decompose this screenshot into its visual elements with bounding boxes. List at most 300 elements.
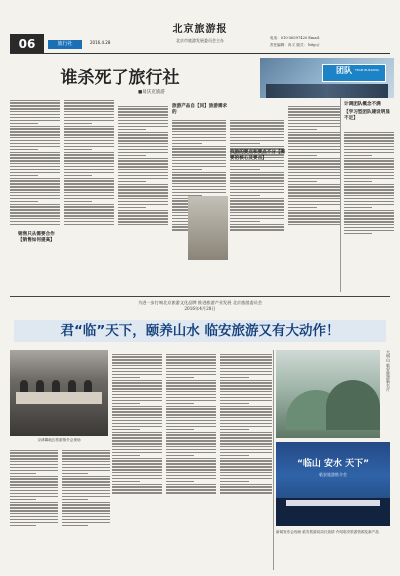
text-line xyxy=(118,204,168,205)
text-line xyxy=(230,195,260,196)
text-line xyxy=(220,492,272,493)
subheading-4: 销售只从需要合作【销售如何提高】 xyxy=(18,232,55,243)
text-line xyxy=(344,227,394,228)
text-line xyxy=(344,140,394,141)
text-line xyxy=(344,233,372,234)
text-line xyxy=(10,502,58,503)
text-line xyxy=(344,189,394,190)
text-line xyxy=(112,380,162,381)
sponsor-line: 北京市旅游发展委员会主办 xyxy=(176,38,224,43)
text-line xyxy=(220,391,272,392)
text-line xyxy=(288,221,340,222)
text-line xyxy=(344,230,394,231)
text-line xyxy=(172,180,226,181)
text-line xyxy=(344,132,394,133)
text-line xyxy=(112,374,162,375)
text-line xyxy=(220,452,272,453)
text-line xyxy=(112,365,162,366)
text-line xyxy=(10,516,58,517)
text-line xyxy=(112,388,162,389)
text-line xyxy=(172,186,226,187)
text-line xyxy=(10,137,60,138)
text-line xyxy=(112,408,162,409)
text-line xyxy=(344,210,394,211)
text-line xyxy=(172,157,226,158)
text-line xyxy=(230,203,284,204)
text-line xyxy=(62,510,110,511)
text-line xyxy=(62,461,110,462)
text-line xyxy=(288,158,340,159)
text-line xyxy=(166,377,194,378)
banner-date-line: 2016年4月28日 xyxy=(184,306,216,311)
text-line xyxy=(10,166,60,167)
text-line xyxy=(166,417,216,418)
text-line xyxy=(10,499,36,500)
text-line xyxy=(166,463,216,464)
text-line xyxy=(288,169,340,170)
text-line xyxy=(166,391,216,392)
text-line xyxy=(220,440,272,441)
text-line xyxy=(288,106,340,107)
text-line xyxy=(230,128,284,129)
article1-col-7 xyxy=(344,130,394,292)
text-line xyxy=(220,466,272,467)
text-line xyxy=(64,126,114,127)
text-line xyxy=(344,172,394,173)
text-line xyxy=(10,105,60,106)
text-line xyxy=(230,146,284,147)
text-line xyxy=(10,131,60,132)
text-line xyxy=(172,131,226,132)
text-line xyxy=(112,466,162,467)
text-line xyxy=(344,204,394,205)
text-line xyxy=(344,158,394,159)
conference-photo-caption: 京津冀地区旅游推介会现场 xyxy=(37,438,81,442)
text-line xyxy=(166,472,216,473)
text-line xyxy=(288,181,317,182)
text-line xyxy=(62,478,110,479)
text-line xyxy=(112,440,162,441)
text-line xyxy=(220,388,272,389)
text-line xyxy=(220,455,249,456)
text-line xyxy=(230,137,284,138)
text-line xyxy=(10,513,58,514)
subheading-3: 计调团队概念不满 xyxy=(344,102,381,107)
text-line xyxy=(166,460,216,461)
text-line xyxy=(166,394,216,395)
text-line xyxy=(344,169,394,170)
text-line xyxy=(166,362,216,363)
text-line xyxy=(64,143,114,144)
text-line xyxy=(230,174,284,175)
text-line xyxy=(10,481,58,482)
text-line xyxy=(166,423,216,424)
text-line xyxy=(230,125,284,126)
text-line xyxy=(62,470,110,471)
text-line xyxy=(10,221,60,222)
text-line xyxy=(288,212,340,213)
banner-headline: 君“临”天下，颐养山水 临安旅游又有大动作！ xyxy=(14,320,386,342)
text-line xyxy=(172,189,226,190)
text-line xyxy=(118,155,146,156)
text-line xyxy=(118,152,168,153)
text-line xyxy=(112,452,162,453)
text-line xyxy=(62,476,110,477)
text-line xyxy=(288,178,340,179)
text-line xyxy=(112,391,162,392)
text-line xyxy=(10,178,60,179)
text-line xyxy=(220,371,272,372)
text-line xyxy=(172,172,226,173)
article1-col-3 xyxy=(118,104,168,292)
text-line xyxy=(166,388,216,389)
text-line xyxy=(220,446,272,447)
text-line xyxy=(112,463,162,464)
text-line xyxy=(112,382,162,383)
text-line xyxy=(62,450,110,451)
text-line xyxy=(230,131,284,132)
text-line xyxy=(64,224,114,225)
text-line xyxy=(64,102,114,103)
text-line xyxy=(344,184,394,185)
contact-line-2: 责任编辑：冉义 版式： http:// xyxy=(270,43,320,47)
text-line xyxy=(220,460,272,461)
text-line xyxy=(220,374,272,375)
text-line xyxy=(112,371,162,372)
text-line xyxy=(288,152,340,153)
text-line xyxy=(220,417,272,418)
text-line xyxy=(172,137,226,138)
text-line xyxy=(10,143,60,144)
text-line xyxy=(344,215,394,216)
text-line xyxy=(220,484,272,485)
text-line xyxy=(118,140,168,141)
text-line xyxy=(112,443,162,444)
text-line xyxy=(118,224,168,225)
text-line xyxy=(118,221,168,222)
text-line xyxy=(220,400,272,401)
article-byline: ■易沃克旅游 xyxy=(138,90,165,95)
text-line xyxy=(166,481,194,482)
text-line xyxy=(220,475,272,476)
text-line xyxy=(288,163,340,164)
text-line xyxy=(64,100,114,101)
text-line xyxy=(10,487,58,488)
text-line xyxy=(64,209,114,210)
banner-intro-line: 为进一步打响北京旅游文化品牌 推进旅游产业发展 北京旅游委员会 xyxy=(137,300,263,305)
text-line xyxy=(344,152,394,153)
text-line xyxy=(10,478,58,479)
text-line xyxy=(166,414,216,415)
text-line xyxy=(118,210,168,211)
text-line xyxy=(220,394,272,395)
text-line xyxy=(10,134,60,135)
text-line xyxy=(118,166,168,167)
article1-col-5 xyxy=(230,118,284,292)
text-line xyxy=(64,204,114,205)
text-line xyxy=(230,122,284,123)
text-line xyxy=(172,160,226,161)
conference-photo xyxy=(10,350,108,436)
text-line xyxy=(112,478,162,479)
text-line xyxy=(344,163,394,164)
text-line xyxy=(112,394,162,395)
text-line xyxy=(230,186,284,187)
text-line xyxy=(62,525,88,526)
text-line xyxy=(230,177,284,178)
event-photo-subtitle: 临安旅游推介会 xyxy=(319,472,347,477)
text-line xyxy=(166,354,216,355)
text-line xyxy=(220,437,272,438)
text-line xyxy=(220,463,272,464)
text-line xyxy=(64,169,114,170)
text-line xyxy=(64,149,92,150)
text-line xyxy=(62,504,110,505)
text-line xyxy=(220,426,272,427)
text-line xyxy=(10,186,60,187)
text-line xyxy=(10,206,60,207)
text-line xyxy=(166,426,216,427)
text-line xyxy=(112,354,162,355)
text-line xyxy=(64,175,92,176)
text-line xyxy=(166,365,216,366)
text-line xyxy=(166,492,216,493)
text-line xyxy=(64,134,114,135)
text-line xyxy=(118,189,168,190)
paper-name: 北京旅游报 xyxy=(172,24,228,35)
text-line xyxy=(118,201,168,202)
text-line xyxy=(344,212,394,213)
text-line xyxy=(288,123,340,124)
contact-line-1: 电话：010-56597420 Email： xyxy=(270,36,323,40)
text-line xyxy=(166,356,216,357)
text-line xyxy=(220,385,272,386)
masthead-rule xyxy=(10,53,390,54)
text-line xyxy=(118,137,168,138)
text-line xyxy=(64,157,114,158)
text-line xyxy=(166,443,216,444)
text-line xyxy=(166,458,216,459)
text-line xyxy=(288,210,340,211)
text-line xyxy=(172,146,226,147)
text-line xyxy=(112,475,162,476)
text-line xyxy=(118,123,168,124)
text-line xyxy=(64,192,114,193)
text-line xyxy=(112,481,140,482)
text-line xyxy=(10,522,58,523)
text-line xyxy=(172,174,226,175)
text-line xyxy=(112,455,140,456)
text-line xyxy=(288,166,340,167)
text-line xyxy=(64,212,114,213)
text-line xyxy=(172,134,226,135)
text-line xyxy=(62,467,110,468)
column-rule xyxy=(340,98,341,292)
text-line xyxy=(172,177,226,178)
text-line xyxy=(62,452,110,453)
text-line xyxy=(230,143,260,144)
text-line xyxy=(62,484,110,485)
text-line xyxy=(10,140,60,141)
text-line xyxy=(288,126,340,127)
team-building-photo xyxy=(260,58,394,98)
text-line xyxy=(112,489,162,490)
text-line xyxy=(10,126,60,127)
text-line xyxy=(166,359,216,360)
text-line xyxy=(10,111,60,112)
text-line xyxy=(344,175,394,176)
text-line xyxy=(64,186,114,187)
text-line xyxy=(10,484,58,485)
team-photo-label: 团队 xyxy=(336,66,352,75)
text-line xyxy=(220,486,272,487)
text-line xyxy=(230,120,284,121)
text-line xyxy=(166,486,216,487)
text-line xyxy=(288,108,340,109)
text-line xyxy=(288,111,340,112)
text-line xyxy=(10,180,60,181)
text-line xyxy=(118,215,168,216)
text-line xyxy=(112,449,162,450)
landscape-photo xyxy=(276,350,380,438)
text-line xyxy=(166,466,216,467)
text-line xyxy=(10,157,60,158)
text-line xyxy=(10,201,38,202)
text-line xyxy=(64,178,114,179)
text-line xyxy=(10,198,60,199)
text-line xyxy=(230,215,284,216)
text-line xyxy=(118,143,168,144)
text-line xyxy=(166,374,216,375)
text-line xyxy=(10,172,60,173)
text-line xyxy=(10,108,60,109)
text-line xyxy=(172,148,226,149)
text-line xyxy=(112,423,162,424)
text-line xyxy=(64,221,114,222)
text-line xyxy=(64,140,114,141)
text-line xyxy=(230,212,284,213)
text-line xyxy=(166,429,194,430)
text-line xyxy=(166,371,216,372)
text-line xyxy=(220,354,272,355)
text-line xyxy=(166,400,216,401)
text-line xyxy=(118,178,168,179)
text-line xyxy=(288,160,340,161)
text-line xyxy=(62,455,110,456)
text-line xyxy=(64,183,114,184)
text-line xyxy=(288,132,340,133)
text-line xyxy=(172,192,226,193)
text-line xyxy=(64,201,92,202)
text-line xyxy=(230,200,284,201)
text-line xyxy=(62,481,110,482)
text-line xyxy=(10,152,60,153)
text-line xyxy=(10,452,58,453)
text-line xyxy=(10,169,60,170)
text-line xyxy=(112,484,162,485)
text-line xyxy=(166,475,216,476)
text-line xyxy=(118,218,168,219)
text-line xyxy=(10,215,60,216)
text-line xyxy=(118,129,146,130)
text-line xyxy=(10,175,38,176)
text-line xyxy=(64,180,114,181)
text-line xyxy=(166,469,216,470)
text-line xyxy=(10,192,60,193)
text-line xyxy=(64,117,114,118)
text-line xyxy=(118,117,168,118)
text-line xyxy=(112,458,162,459)
text-line xyxy=(10,504,58,505)
text-line xyxy=(10,120,60,121)
article-title: 谁杀死了旅行社 xyxy=(60,68,180,88)
text-line xyxy=(64,128,114,129)
article1-col-1 xyxy=(10,98,60,292)
text-line xyxy=(166,484,216,485)
text-line xyxy=(220,414,272,415)
text-line xyxy=(344,192,394,193)
text-line xyxy=(10,160,60,161)
article-divider-rule xyxy=(10,296,390,297)
text-line xyxy=(112,426,162,427)
text-line xyxy=(118,134,168,135)
text-line xyxy=(344,221,394,222)
text-line xyxy=(230,183,284,184)
text-line xyxy=(64,198,114,199)
article2-col-2 xyxy=(62,448,110,568)
text-line xyxy=(172,151,226,152)
text-line xyxy=(118,160,168,161)
text-line xyxy=(10,493,58,494)
text-line xyxy=(64,108,114,109)
text-line xyxy=(62,513,110,514)
text-line xyxy=(344,149,394,150)
text-line xyxy=(118,108,168,109)
text-line xyxy=(220,380,272,381)
text-line xyxy=(112,359,162,360)
text-line xyxy=(344,201,394,202)
text-line xyxy=(10,212,60,213)
text-line xyxy=(288,224,340,225)
text-line xyxy=(344,137,394,138)
text-line xyxy=(220,359,272,360)
article2-col-4 xyxy=(166,352,216,568)
text-line xyxy=(10,146,60,147)
text-line xyxy=(344,207,372,208)
text-line xyxy=(344,160,394,161)
text-line xyxy=(112,403,140,404)
text-line xyxy=(288,207,317,208)
text-line xyxy=(288,129,317,130)
text-line xyxy=(220,423,272,424)
text-line xyxy=(10,450,58,451)
text-line xyxy=(64,189,114,190)
event-photo-title: “临山 安水 天下” xyxy=(296,459,370,469)
text-line xyxy=(172,125,226,126)
text-line xyxy=(172,143,202,144)
text-line xyxy=(64,160,114,161)
text-line xyxy=(166,437,216,438)
text-line xyxy=(230,163,284,164)
text-line xyxy=(220,411,272,412)
article2-col-1 xyxy=(10,448,58,568)
text-line xyxy=(64,163,114,164)
text-line xyxy=(288,155,317,156)
text-line xyxy=(62,522,110,523)
text-line xyxy=(64,195,114,196)
text-line xyxy=(118,175,168,176)
text-line xyxy=(64,215,114,216)
